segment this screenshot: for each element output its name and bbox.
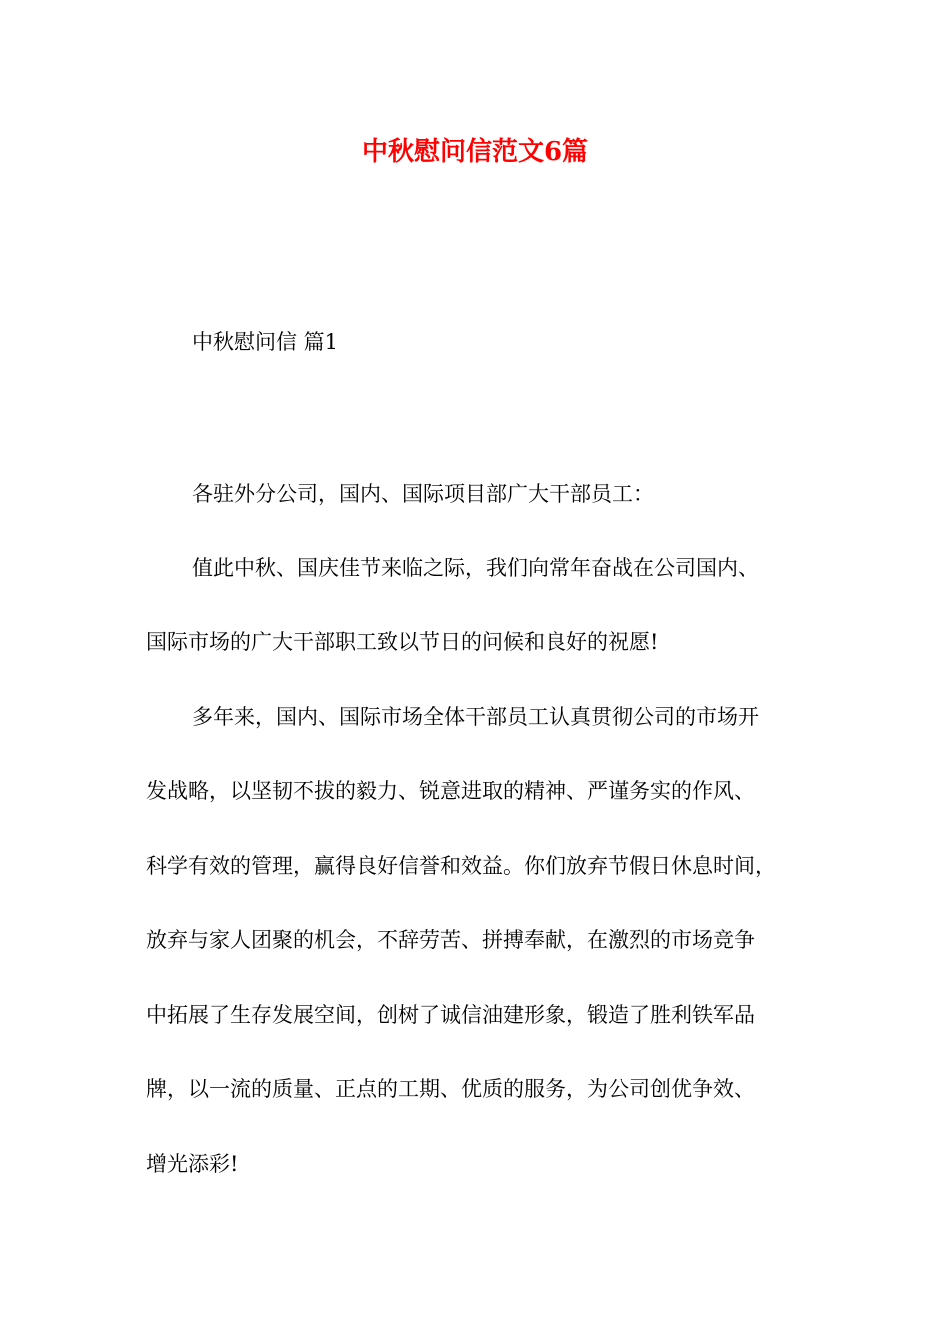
paragraph-line: 放弃与家人团聚的机会，不辞劳苦、拼搏奉献，在激烈的市场竞争 bbox=[146, 928, 755, 952]
paragraph-line: 增光添彩! bbox=[146, 1152, 239, 1176]
paragraph-line: 发战略，以坚韧不拔的毅力、锐意进取的精神、严谨务实的作风、 bbox=[146, 779, 755, 803]
paragraph-line: 中拓展了生存发展空间，创树了诚信油建形象，锻造了胜利铁军品 bbox=[146, 1003, 755, 1027]
section-heading: 中秋慰问信 篇1 bbox=[192, 330, 339, 354]
paragraph-line: 国际市场的广大干部职工致以节日的问候和良好的祝愿! bbox=[146, 630, 659, 654]
salutation-line: 各驻外分公司，国内、国际项目部广大干部员工： bbox=[192, 482, 654, 506]
paragraph-line: 多年来，国内、国际市场全体干部员工认真贯彻公司的市场开 bbox=[192, 705, 759, 729]
paragraph-line: 值此中秋、国庆佳节来临之际，我们向常年奋战在公司国内、 bbox=[192, 556, 759, 580]
page-title: 中秋慰问信范文6篇 bbox=[361, 137, 589, 167]
paragraph-line: 牌，以一流的质量、正点的工期、优质的服务，为公司创优争效、 bbox=[146, 1077, 755, 1101]
paragraph-line: 科学有效的管理，赢得良好信誉和效益。你们放弃节假日休息时间， bbox=[146, 854, 776, 878]
